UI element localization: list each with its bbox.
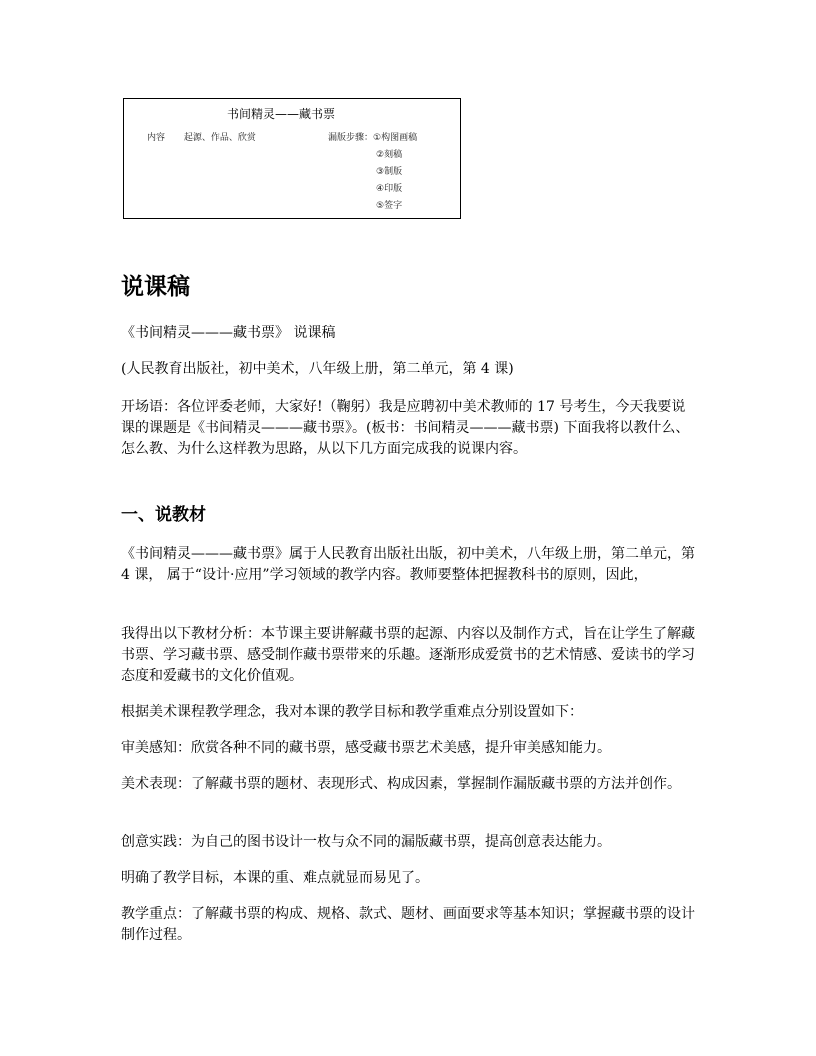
board-title: 书间精灵——藏书票 — [227, 107, 336, 121]
art-expression-paragraph: 美术表现：了解藏书票的题材、表现形式、构成因素，掌握制作漏版藏书票的方法并创作。 — [121, 776, 681, 792]
key-points-intro-paragraph: 明确了教学目标，本课的重、难点就显而易见了。 — [121, 870, 429, 886]
board-step: ②刻稿 — [376, 150, 403, 160]
creative-practice-paragraph: 创意实践：为自己的图书设计一枚与众不同的漏版藏书票，提高创意表达能力。 — [121, 834, 611, 850]
analysis-paragraph: 我得出以下教材分析：本节课主要讲解藏书票的起源、内容以及制作方式，旨在让学生了解藏书票、学习藏书票、感受制作藏书票带来的乐趣。逐渐形成爱赏书的艺术情感、爱读书的学习态度和爱藏书的文化价值观。 — [121, 626, 695, 684]
board-steps-list — [376, 147, 402, 215]
lesson-title-paragraph: 《书间精灵———藏书票》 说课稿 — [121, 325, 336, 341]
board-item: 内容 — [147, 133, 166, 143]
opening-paragraph: 开场语：各位评委老师，大家好!（鞠躬）我是应聘初中美术教师的 17 号考生，今天我要说课的课题是《书间精灵———藏书票》。(板书：书间精灵———藏书票) 下面我将以教什么、 怎么教、为什么这样教为思路，从以下几方面完成我的说课内容。 — [121, 399, 690, 457]
textbook-paragraph: 《书间精灵———藏书票》属于人民教育出版社出版，初中美术，八年级上册，第二单元，第 4 课， 属于“设计·应用”学习领域的教学内容。教师要整体把握教科书的原则，因此， — [121, 546, 695, 583]
teaching-focus-paragraph: 教学重点：了解藏书票的构成、规格、款式、题材、画面要求等基本知识；掌握藏书票的设计制作过程。 — [121, 906, 695, 943]
textbook-info-paragraph: (人民教育出版社，初中美术，八年级上册，第二单元，第 4 课) — [121, 361, 514, 377]
section-heading-textbook: 一、说教材 — [121, 505, 206, 525]
objectives-intro-paragraph: 根据美术课程教学理念，我对本课的教学目标和教学重难点分别设置如下： — [121, 704, 583, 720]
document-heading: 说课稿 — [121, 274, 190, 300]
board-step: ⑤签字 — [376, 201, 403, 211]
board-step: ④印版 — [376, 184, 403, 194]
board-step: ③制版 — [376, 167, 403, 177]
board-left-items — [147, 130, 272, 143]
aesthetic-perception-paragraph: 审美感知：欣赏各种不同的藏书票，感受藏书票艺术美感，提升审美感知能力。 — [121, 740, 611, 756]
board-item: 起源、作品、欣赏 — [183, 133, 256, 143]
blackboard-design-figure — [123, 98, 461, 219]
board-steps-label: 漏版步骤：①构图画稿 — [328, 133, 418, 143]
